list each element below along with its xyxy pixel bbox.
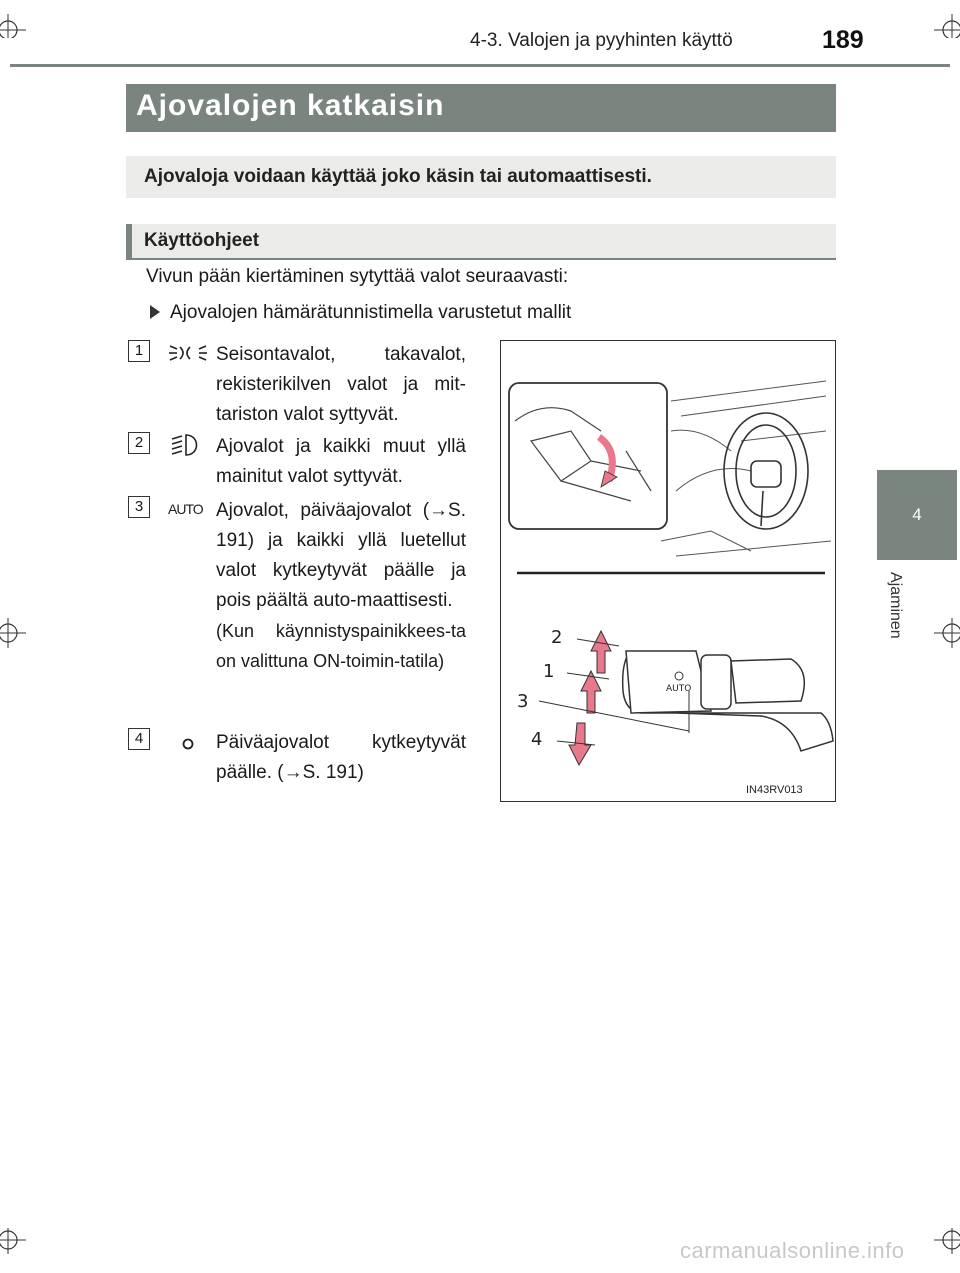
position-lamp-icon [168,340,208,366]
list-item [128,728,488,788]
steering-wheel-icon [724,413,808,529]
chapter-label-text: Ajaminen [887,572,904,639]
intro-box [126,156,836,198]
subheading-marker [126,224,132,258]
item-text [216,496,466,676]
figure-code: IN43RV013 [746,784,803,796]
item-number: 3 [128,496,150,518]
item-text: Päiväajovalot kytkeytyvät päälle. (→S. 191) [216,732,466,783]
switch-auto-label: AUTO [666,684,692,694]
figure-illustration [501,341,835,801]
page-number: 189 [822,26,864,54]
crop-mark-mid-left [0,618,30,648]
bullet-triangle-icon [150,305,160,319]
crop-mark-top-right [930,8,960,38]
chapter-tab: 4 [877,470,957,560]
auto-icon-label: AUTO [168,501,203,517]
headlight-icon [168,432,208,458]
item-text: Ajovalot ja kaikki muut yllä mainitut valot syttyvät. [216,436,466,487]
model-line [146,302,571,324]
crop-mark-mid-right [930,618,960,648]
item-number: 4 [128,728,150,750]
intro-text: Ajovaloja voidaan käyttää joko käsin tai automaattisesti. [144,166,652,187]
item-number: 1 [128,340,150,362]
list-item [128,496,488,726]
list-item [128,432,488,492]
header-rule [10,64,950,67]
headlight-switch-figure [500,340,836,802]
list-item [128,340,488,430]
arrow-up-icon [591,631,611,673]
drl-off-icon [168,728,208,754]
item-number: 2 [128,432,150,454]
chapter-label [884,572,908,692]
switch-stalk [623,651,833,751]
item-text: Seisontavalot, takavalot, rekisterikilven valot ja mit-tariston valot syttyvät. [216,344,466,425]
callout-4: 4 [531,729,543,750]
crop-mark-top-left [0,8,30,38]
section-header: 4-3. Valojen ja pyyhinten käyttö [470,30,733,51]
subheading-bar [126,224,836,260]
model-line-text: Ajovalojen hämärätunnistimella varustetut mallit [170,302,572,323]
subheading: Käyttöohjeet [144,230,260,251]
watermark: carmanualsonline.info [680,1238,905,1263]
callout-3: 3 [517,691,529,712]
item-main-text: Ajovalot, päiväajovalot (→S. 191) ja kaikki yllä luetellut valot kytkeytyvät päälle ja pois päältä auto-maattisesti. [216,500,466,611]
crop-mark-bottom-left [0,1228,30,1258]
callout-2: 2 [551,627,563,648]
item-note: (Kun käynnistyspainikkees-ta on valittuna ON-toimin-tatila) [216,621,466,671]
auto-icon [168,496,208,522]
page-title-bar [126,84,836,132]
crop-mark-bottom-right [930,1228,960,1258]
lead-text: Vivun pään kiertäminen sytyttää valot seuraavasti: [146,266,569,287]
callout-1: 1 [543,661,555,682]
page-title: Ajovalojen katkaisin [136,89,445,122]
